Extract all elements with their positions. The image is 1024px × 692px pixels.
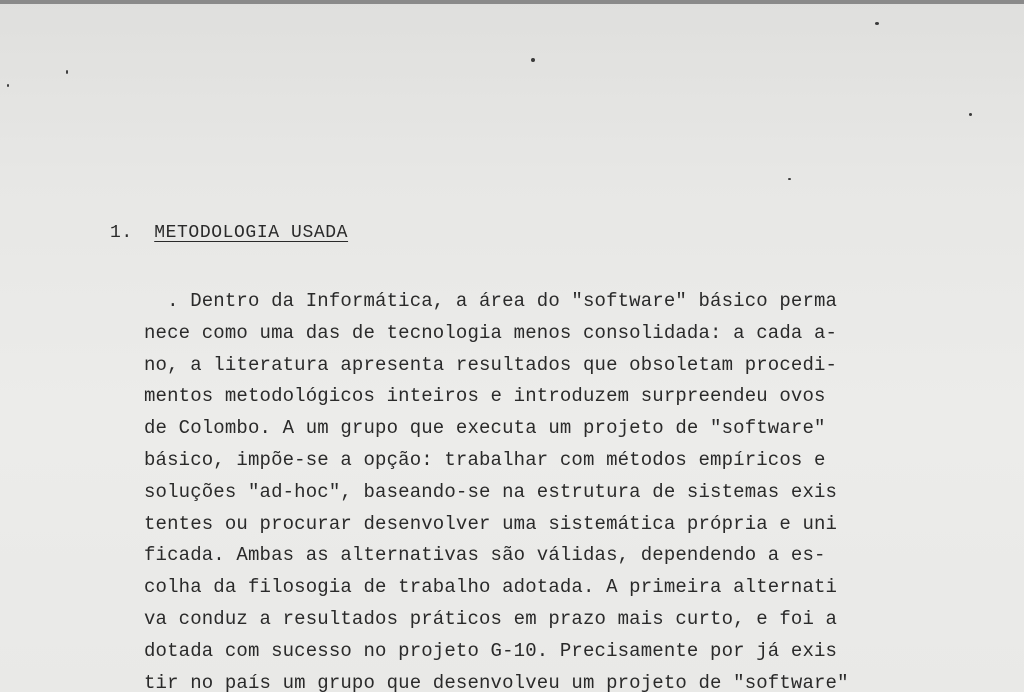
paragraph-line: soluções "ad-hoc", baseando-se na estrutura de sistemas exis <box>144 480 838 503</box>
section-heading <box>110 223 348 243</box>
paragraph-line: básico, impõe-se a opção: trabalhar com métodos empíricos e <box>144 448 826 471</box>
ink-speck <box>7 84 9 87</box>
section-number: 1. <box>110 223 133 243</box>
paragraph-line: de Colombo. A um grupo que executa um projeto de "software" <box>144 417 826 440</box>
page-top-edge <box>0 0 1024 4</box>
paragraph-line: . Dentro da Informática, a área do "software" básico perma <box>144 290 838 312</box>
paragraph-line: colha da filosogia de trabalho adotada. A primeira alternati <box>144 576 838 599</box>
paragraph-line: mentos metodológicos inteiros e introduzem surpreendeu ovos <box>144 385 826 408</box>
ink-speck <box>531 58 535 62</box>
body-paragraph <box>144 286 924 692</box>
ink-speck <box>788 178 791 180</box>
paragraph-line: tir no país um grupo que desenvolveu um projeto de "software" <box>144 671 849 692</box>
ink-speck <box>969 113 972 116</box>
paragraph-line: va conduz a resultados práticos em prazo mais curto, e foi a <box>144 607 838 630</box>
paragraph-line: dotada com sucesso no projeto G-10. Precisamente por já exis <box>144 639 838 662</box>
section-title: METODOLOGIA USADA <box>154 223 349 243</box>
paragraph-line: ficada. Ambas as alternativas são válidas, dependendo a es- <box>144 544 826 567</box>
ink-speck <box>875 22 879 25</box>
paragraph-line: no, a literatura apresenta resultados que obsoletam procedi- <box>144 353 838 376</box>
paragraph-line: tentes ou procurar desenvolver uma sistemática própria e uni <box>144 512 838 535</box>
paragraph-line: nece como uma das de tecnologia menos consolidada: a cada a- <box>144 321 838 344</box>
ink-speck <box>66 70 68 74</box>
